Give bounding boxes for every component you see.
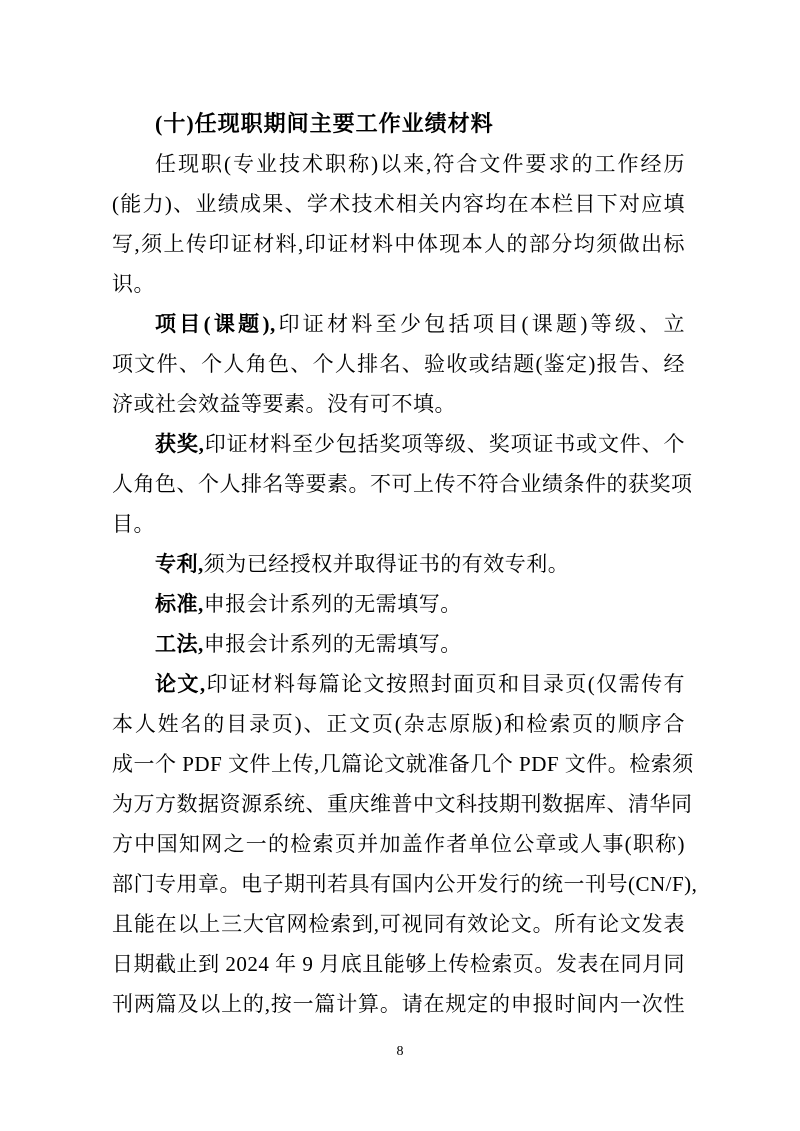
- line-text: 人角色、个人排名等要素。不可上传不符合业绩条件的获奖项: [112, 472, 693, 496]
- line-text: 写,须上传印证材料,印证材料中体现本人的部分均须做出标: [112, 232, 685, 256]
- body-line: [112, 664, 685, 704]
- body-line: [112, 384, 685, 424]
- body-line: [112, 304, 685, 344]
- body-line: [112, 344, 685, 384]
- line-text: 须为已经授权并取得证书的有效专利。: [203, 552, 570, 576]
- body-line: [112, 624, 685, 664]
- page-number: 8: [396, 1044, 404, 1059]
- lead-term: 专利,: [155, 552, 204, 576]
- line-text: 印证材料至少包括项目(课题)等级、立: [275, 312, 685, 336]
- body-line: [112, 504, 685, 544]
- body-line: [112, 704, 685, 744]
- body-line: [112, 224, 685, 264]
- line-text: 且能在以上三大官网检索到,可视同有效论文。所有论文发表: [112, 912, 685, 936]
- body-line: [112, 584, 685, 624]
- line-text: 部门专用章。电子期刊若具有国内公开发行的统一刊号(CN/F),: [112, 872, 698, 896]
- line-text: 申报会计系列的无需填写。: [203, 632, 462, 656]
- lead-term: 工法,: [155, 632, 204, 656]
- line-text: 印证材料每篇论文按照封面页和目录页(仅需传有: [205, 672, 685, 696]
- body-line: [112, 144, 685, 184]
- line-text: 本人姓名的目录页)、正文页(杂志原版)和检索页的顺序合: [112, 712, 685, 736]
- body-line: [112, 784, 693, 824]
- line-text: (能力)、业绩成果、学术技术相关内容均在本栏目下对应填: [112, 192, 685, 216]
- body-line: [112, 984, 685, 1024]
- document-body: [112, 104, 698, 1024]
- line-text: 项文件、个人角色、个人排名、验收或结题(鉴定)报告、经: [112, 352, 685, 376]
- body-line: [112, 464, 693, 504]
- line-text: 印证材料至少包括奖项等级、奖项证书或文件、个: [204, 432, 685, 456]
- lead-term: 标准,: [155, 592, 204, 616]
- lead-term: 项目(课题),: [155, 312, 276, 336]
- body-line: [112, 944, 685, 984]
- body-line: [112, 744, 694, 784]
- line-text: 刊两篇及以上的,按一篇计算。请在规定的申报时间内一次性: [112, 992, 685, 1016]
- line-text: 申报会计系列的无需填写。: [203, 592, 462, 616]
- section-heading: (十)任现职期间主要工作业绩材料: [155, 111, 494, 136]
- body-line: [112, 184, 685, 224]
- body-line: [112, 544, 685, 584]
- line-text: 目。: [112, 512, 155, 536]
- body-line: [112, 904, 685, 944]
- line-text: 识。: [112, 272, 155, 296]
- body-line: [112, 264, 685, 304]
- line-text: 为万方数据资源系统、重庆维普中文科技期刊数据库、清华同: [112, 792, 693, 816]
- body-line: [112, 424, 685, 464]
- lead-term: 论文,: [155, 672, 206, 696]
- line-text: 成一个 PDF 文件上传,几篇论文就准备几个 PDF 文件。检索须: [112, 752, 694, 776]
- lead-term: 获奖,: [155, 432, 205, 456]
- line-text: 日期截止到 2024 年 9 月底且能够上传检索页。发表在同月同: [112, 952, 685, 976]
- line-text: 济或社会效益等要素。没有可不填。: [112, 392, 456, 416]
- body-line: [112, 824, 685, 864]
- line-text: 方中国知网之一的检索页并加盖作者单位公章或人事(职称): [112, 832, 685, 856]
- body-line: [112, 864, 698, 904]
- line-text: 任现职(专业技术职称)以来,符合文件要求的工作经历: [155, 152, 685, 176]
